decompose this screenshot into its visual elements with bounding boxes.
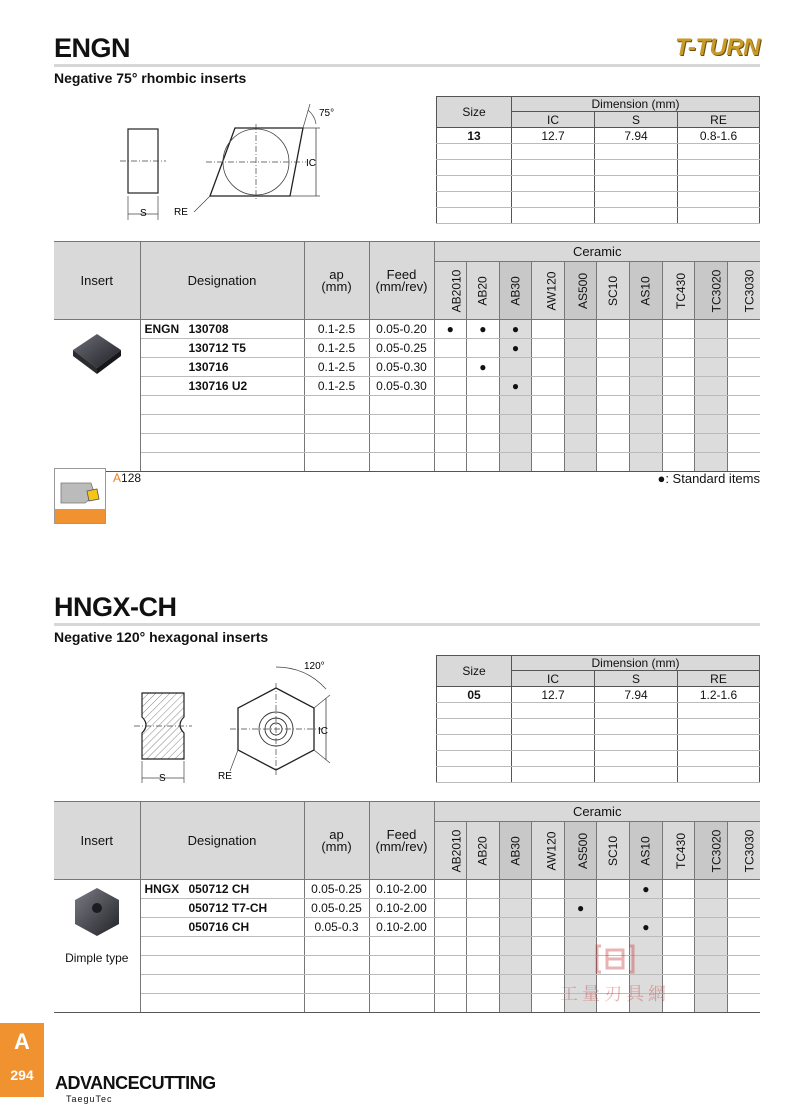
ap-header: ap (mm) — [304, 802, 369, 880]
table-row — [54, 918, 760, 937]
grade-mark-cell — [695, 339, 728, 358]
svg-text:S: S — [159, 773, 166, 784]
grade-mark-cell — [564, 453, 597, 472]
ic-label: IC — [306, 158, 316, 169]
grade-mark-cell — [662, 453, 695, 472]
grade-mark-cell — [662, 918, 695, 937]
grade-header: AB30 — [499, 262, 532, 320]
grade-mark-cell — [467, 937, 500, 956]
grade-header: AS10 — [630, 822, 663, 880]
grade-mark-cell — [434, 415, 467, 434]
grade-mark-cell — [467, 396, 500, 415]
svg-text:120°: 120° — [304, 661, 325, 672]
size-cell: 05 — [437, 687, 512, 703]
grade-header: TC3020 — [695, 822, 728, 880]
grade-header: AS500 — [564, 822, 597, 880]
grade-mark-cell — [630, 377, 663, 396]
size-row — [437, 128, 760, 144]
grade-mark-cell — [630, 358, 663, 377]
feed-cell — [369, 396, 434, 415]
grade-mark-cell — [597, 899, 630, 918]
ap-cell: 0.05-0.25 — [304, 899, 369, 918]
designation-prefix: ENGN — [144, 322, 180, 336]
grade-header: TC430 — [662, 822, 695, 880]
grade-mark-cell — [630, 434, 663, 453]
grade-mark-cell — [434, 453, 467, 472]
feed-header: Feed (mm/rev) — [369, 242, 434, 320]
size-cell: 13 — [437, 128, 512, 144]
grade-header: TC430 — [662, 262, 695, 320]
grade-mark-cell — [630, 320, 663, 339]
designation-code: 130708 — [188, 322, 229, 336]
ic-cell: 12.7 — [512, 128, 595, 144]
feed-cell: 0.05-0.25 — [369, 339, 434, 358]
ap-cell: 0.1-2.5 — [304, 377, 369, 396]
feed-cell: 0.05-0.30 — [369, 377, 434, 396]
svg-text:IC: IC — [318, 726, 328, 737]
grade-mark-cell: ● — [434, 320, 467, 339]
grade-header: AW120 — [532, 822, 565, 880]
grade-mark-cell — [499, 358, 532, 377]
table-row — [54, 377, 760, 396]
designation-cell — [140, 453, 304, 472]
grade-mark-cell — [434, 880, 467, 899]
grade-mark-cell — [564, 339, 597, 358]
grade-mark-cell — [597, 377, 630, 396]
dimension-header: Dimension (mm) — [512, 97, 760, 112]
dimension-header: Dimension (mm) — [512, 656, 760, 671]
reference-letter: A — [113, 471, 122, 485]
feed-cell: 0.05-0.30 — [369, 358, 434, 377]
feed-header: Feed (mm/rev) — [369, 802, 434, 880]
grade-mark-cell — [499, 396, 532, 415]
grade-mark-cell — [564, 415, 597, 434]
insert-header: Insert — [54, 802, 140, 880]
col-ic: IC — [512, 112, 595, 128]
grade-mark-cell — [564, 434, 597, 453]
size-header: Size — [437, 656, 512, 687]
designation-code: 050712 T7-CH — [188, 901, 268, 915]
watermark-text: 工量刃具網 — [560, 984, 670, 1004]
section-title-engn: ENGN — [54, 33, 131, 63]
designation-code: 050716 CH — [188, 920, 250, 934]
engn-size-table — [436, 96, 760, 224]
grade-mark-cell — [499, 880, 532, 899]
designation-cell — [140, 956, 304, 975]
grade-mark-cell — [597, 358, 630, 377]
grade-mark-cell — [532, 415, 565, 434]
ap-cell: 0.1-2.5 — [304, 358, 369, 377]
feed-cell: 0.10-2.00 — [369, 918, 434, 937]
grade-mark-cell — [695, 956, 728, 975]
ap-cell: 0.05-0.25 — [304, 880, 369, 899]
grade-mark-cell — [467, 880, 500, 899]
grade-mark-cell — [499, 434, 532, 453]
grade-mark-cell — [467, 415, 500, 434]
grade-mark-cell — [532, 339, 565, 358]
grade-mark-cell — [727, 994, 760, 1013]
grade-mark-cell — [662, 899, 695, 918]
designation-cell — [140, 415, 304, 434]
grade-mark-cell — [695, 453, 728, 472]
grade-mark-cell — [662, 415, 695, 434]
svg-text:RE: RE — [218, 771, 232, 782]
hngx-size-table — [436, 655, 760, 783]
grade-header: AB20 — [467, 262, 500, 320]
section-subtitle-engn: Negative 75° rhombic inserts — [54, 70, 247, 86]
grade-mark-cell — [727, 377, 760, 396]
ap-cell: 0.1-2.5 — [304, 339, 369, 358]
grade-header: TC3030 — [727, 822, 760, 880]
grade-mark-cell — [662, 358, 695, 377]
grade-mark-cell — [695, 434, 728, 453]
feed-cell: 0.10-2.00 — [369, 899, 434, 918]
designation-cell — [140, 937, 304, 956]
grade-mark-cell — [434, 937, 467, 956]
table-row — [54, 396, 760, 415]
grade-mark-cell — [727, 975, 760, 994]
table-row — [54, 358, 760, 377]
table-row — [54, 880, 760, 899]
grade-mark-cell — [532, 899, 565, 918]
ap-cell: 0.05-0.3 — [304, 918, 369, 937]
designation-cell — [140, 320, 304, 339]
grade-mark-cell — [695, 994, 728, 1013]
designation-cell — [140, 899, 304, 918]
feed-cell — [369, 434, 434, 453]
designation-cell — [140, 396, 304, 415]
grade-mark-cell — [564, 880, 597, 899]
grade-mark-cell — [499, 918, 532, 937]
grade-mark-cell — [695, 899, 728, 918]
designation-cell — [140, 358, 304, 377]
grade-header: SC10 — [597, 822, 630, 880]
grade-mark-cell — [434, 339, 467, 358]
grade-header: AB2010 — [434, 822, 467, 880]
grade-mark-cell — [630, 453, 663, 472]
grade-mark-cell — [695, 320, 728, 339]
s-cell: 7.94 — [595, 128, 678, 144]
ceramic-header: Ceramic — [434, 802, 760, 822]
ic-cell: 12.7 — [512, 687, 595, 703]
designation-cell — [140, 339, 304, 358]
ceramic-header: Ceramic — [434, 242, 760, 262]
col-s: S — [595, 112, 678, 128]
grade-mark-cell — [662, 396, 695, 415]
feed-cell: 0.10-2.00 — [369, 880, 434, 899]
grade-mark-cell — [434, 975, 467, 994]
grade-mark-cell — [727, 918, 760, 937]
s-cell: 7.94 — [595, 687, 678, 703]
grade-mark-cell — [532, 320, 565, 339]
grade-mark-cell — [434, 434, 467, 453]
grade-mark-cell: ● — [467, 320, 500, 339]
grade-mark-cell — [467, 899, 500, 918]
table-row — [54, 320, 760, 339]
designation-code: 130716 U2 — [188, 379, 248, 393]
grade-mark-cell — [662, 434, 695, 453]
feed-cell — [369, 453, 434, 472]
grade-mark-cell — [467, 994, 500, 1013]
ap-cell — [304, 994, 369, 1013]
grade-mark-cell — [564, 918, 597, 937]
col-re: RE — [678, 112, 760, 128]
designation-code: 050712 CH — [188, 882, 250, 896]
table-row — [54, 453, 760, 472]
grade-mark-cell: ● — [467, 358, 500, 377]
feed-cell — [369, 975, 434, 994]
col-s: S — [595, 671, 678, 687]
ap-header: ap (mm) — [304, 242, 369, 320]
grade-mark-cell — [597, 415, 630, 434]
grade-mark-cell — [597, 918, 630, 937]
grade-mark-cell — [467, 975, 500, 994]
grade-mark-cell — [499, 994, 532, 1013]
table-row — [54, 434, 760, 453]
grade-header: AB20 — [467, 822, 500, 880]
feed-cell — [369, 956, 434, 975]
grade-mark-cell — [695, 396, 728, 415]
designation-code: 130712 T5 — [188, 341, 246, 355]
grade-mark-cell — [532, 453, 565, 472]
grade-mark-cell — [434, 994, 467, 1013]
grade-mark-cell — [630, 396, 663, 415]
designation-code: 130716 — [188, 360, 229, 374]
designation-header: Designation — [140, 802, 304, 880]
grade-mark-cell — [434, 918, 467, 937]
grade-mark-cell — [695, 377, 728, 396]
grade-mark-cell: ● — [630, 918, 663, 937]
brand-logo: T-TURN — [675, 34, 760, 61]
ap-cell — [304, 453, 369, 472]
grade-mark-cell — [499, 453, 532, 472]
reference-page: 128 — [121, 471, 142, 485]
grade-mark-cell — [727, 899, 760, 918]
grade-mark-cell — [564, 377, 597, 396]
grade-header: AB2010 — [434, 262, 467, 320]
grade-mark-cell — [695, 937, 728, 956]
grade-mark-cell — [564, 320, 597, 339]
grade-mark-cell — [467, 453, 500, 472]
grade-mark-cell: ● — [564, 899, 597, 918]
engn-grade-table — [54, 241, 760, 472]
grade-mark-cell — [630, 899, 663, 918]
grade-mark-cell — [727, 880, 760, 899]
grade-mark-cell — [597, 434, 630, 453]
grade-mark-cell — [467, 956, 500, 975]
grade-mark-cell — [695, 975, 728, 994]
company-sub: TaeguTec — [66, 1094, 113, 1104]
designation-cell — [140, 377, 304, 396]
re-cell: 0.8-1.6 — [678, 128, 760, 144]
toolholder-reference-icon[interactable] — [54, 468, 106, 524]
standard-items-legend: ●: Standard items — [657, 471, 760, 486]
grade-mark-cell — [467, 339, 500, 358]
ap-cell — [304, 434, 369, 453]
grade-mark-cell — [532, 918, 565, 937]
insert-image — [54, 320, 140, 472]
grade-header: TC3020 — [695, 262, 728, 320]
grade-mark-cell — [499, 937, 532, 956]
re-label: RE — [174, 207, 188, 218]
grade-header: AB30 — [499, 822, 532, 880]
ap-cell — [304, 975, 369, 994]
ap-cell — [304, 415, 369, 434]
ap-cell: 0.1-2.5 — [304, 320, 369, 339]
grade-mark-cell — [597, 453, 630, 472]
designation-cell — [140, 918, 304, 937]
grade-mark-cell: ● — [499, 339, 532, 358]
section-rule — [54, 64, 760, 67]
grade-header: AW120 — [532, 262, 565, 320]
section-subtitle-hngx: Negative 120° hexagonal inserts — [54, 629, 269, 645]
grade-mark-cell — [467, 918, 500, 937]
grade-mark-cell — [662, 880, 695, 899]
grade-mark-cell — [727, 453, 760, 472]
grade-mark-cell — [727, 396, 760, 415]
designation-cell — [140, 434, 304, 453]
feed-cell — [369, 994, 434, 1013]
engn-insert-drawing — [110, 96, 350, 226]
insert-header: Insert — [54, 242, 140, 320]
designation-cell — [140, 880, 304, 899]
grade-mark-cell — [727, 937, 760, 956]
grade-header: AS10 — [630, 262, 663, 320]
grade-mark-cell — [597, 880, 630, 899]
col-ic: IC — [512, 671, 595, 687]
section-rule — [54, 623, 760, 626]
page-letter: A — [14, 1029, 30, 1054]
grade-mark-cell — [727, 956, 760, 975]
grade-mark-cell — [532, 396, 565, 415]
designation-prefix: HNGX — [144, 882, 180, 896]
grade-mark-cell — [499, 975, 532, 994]
col-re: RE — [678, 671, 760, 687]
grade-mark-cell — [597, 339, 630, 358]
size-row — [437, 687, 760, 703]
ap-cell — [304, 937, 369, 956]
table-row — [54, 415, 760, 434]
grade-mark-cell — [727, 339, 760, 358]
reference-link[interactable] — [113, 471, 141, 485]
feed-cell — [369, 937, 434, 956]
grade-mark-cell — [564, 358, 597, 377]
company-logo: ADVANCECUTTING — [55, 1073, 216, 1093]
grade-mark-cell — [532, 358, 565, 377]
grade-mark-cell: ● — [499, 320, 532, 339]
watermark — [540, 942, 690, 1012]
grade-mark-cell — [597, 320, 630, 339]
grade-mark-cell — [434, 956, 467, 975]
grade-mark-cell — [727, 358, 760, 377]
grade-mark-cell — [499, 956, 532, 975]
s-label: S — [140, 208, 147, 219]
grade-mark-cell — [467, 377, 500, 396]
insert-image — [54, 880, 140, 1013]
grade-mark-cell — [662, 377, 695, 396]
grade-mark-cell — [499, 415, 532, 434]
grade-mark-cell — [662, 320, 695, 339]
grade-mark-cell — [532, 434, 565, 453]
angle-label: 75° — [319, 108, 335, 119]
grade-header: TC3030 — [727, 262, 760, 320]
page-number: 294 — [10, 1067, 34, 1083]
size-header: Size — [437, 97, 512, 128]
grade-mark-cell: ● — [499, 377, 532, 396]
grade-mark-cell — [695, 918, 728, 937]
ap-cell — [304, 396, 369, 415]
grade-header: SC10 — [597, 262, 630, 320]
page-tab — [0, 1023, 44, 1097]
feed-cell: 0.05-0.20 — [369, 320, 434, 339]
designation-cell — [140, 994, 304, 1013]
designation-cell — [140, 975, 304, 994]
grade-mark-cell — [727, 434, 760, 453]
section-title-hngx: HNGX-CH — [54, 592, 177, 622]
ap-cell — [304, 956, 369, 975]
grade-mark-cell — [467, 434, 500, 453]
grade-mark-cell — [434, 396, 467, 415]
grade-mark-cell — [727, 415, 760, 434]
designation-header: Designation — [140, 242, 304, 320]
grade-mark-cell — [597, 396, 630, 415]
grade-mark-cell — [532, 377, 565, 396]
grade-mark-cell — [499, 899, 532, 918]
grade-mark-cell — [630, 415, 663, 434]
grade-header: AS500 — [564, 262, 597, 320]
table-row — [54, 339, 760, 358]
grade-mark-cell — [630, 339, 663, 358]
hngx-insert-drawing — [130, 655, 360, 787]
grade-mark-cell: ● — [630, 880, 663, 899]
re-cell: 1.2-1.6 — [678, 687, 760, 703]
grade-mark-cell — [434, 358, 467, 377]
grade-mark-cell — [434, 377, 467, 396]
grade-mark-cell — [727, 320, 760, 339]
feed-cell — [369, 415, 434, 434]
grade-mark-cell — [434, 899, 467, 918]
grade-mark-cell — [662, 339, 695, 358]
insert-caption: Dimple type — [65, 951, 129, 965]
grade-mark-cell — [532, 880, 565, 899]
grade-mark-cell — [564, 396, 597, 415]
grade-mark-cell — [695, 358, 728, 377]
grade-mark-cell — [695, 415, 728, 434]
grade-mark-cell — [695, 880, 728, 899]
table-row — [54, 899, 760, 918]
